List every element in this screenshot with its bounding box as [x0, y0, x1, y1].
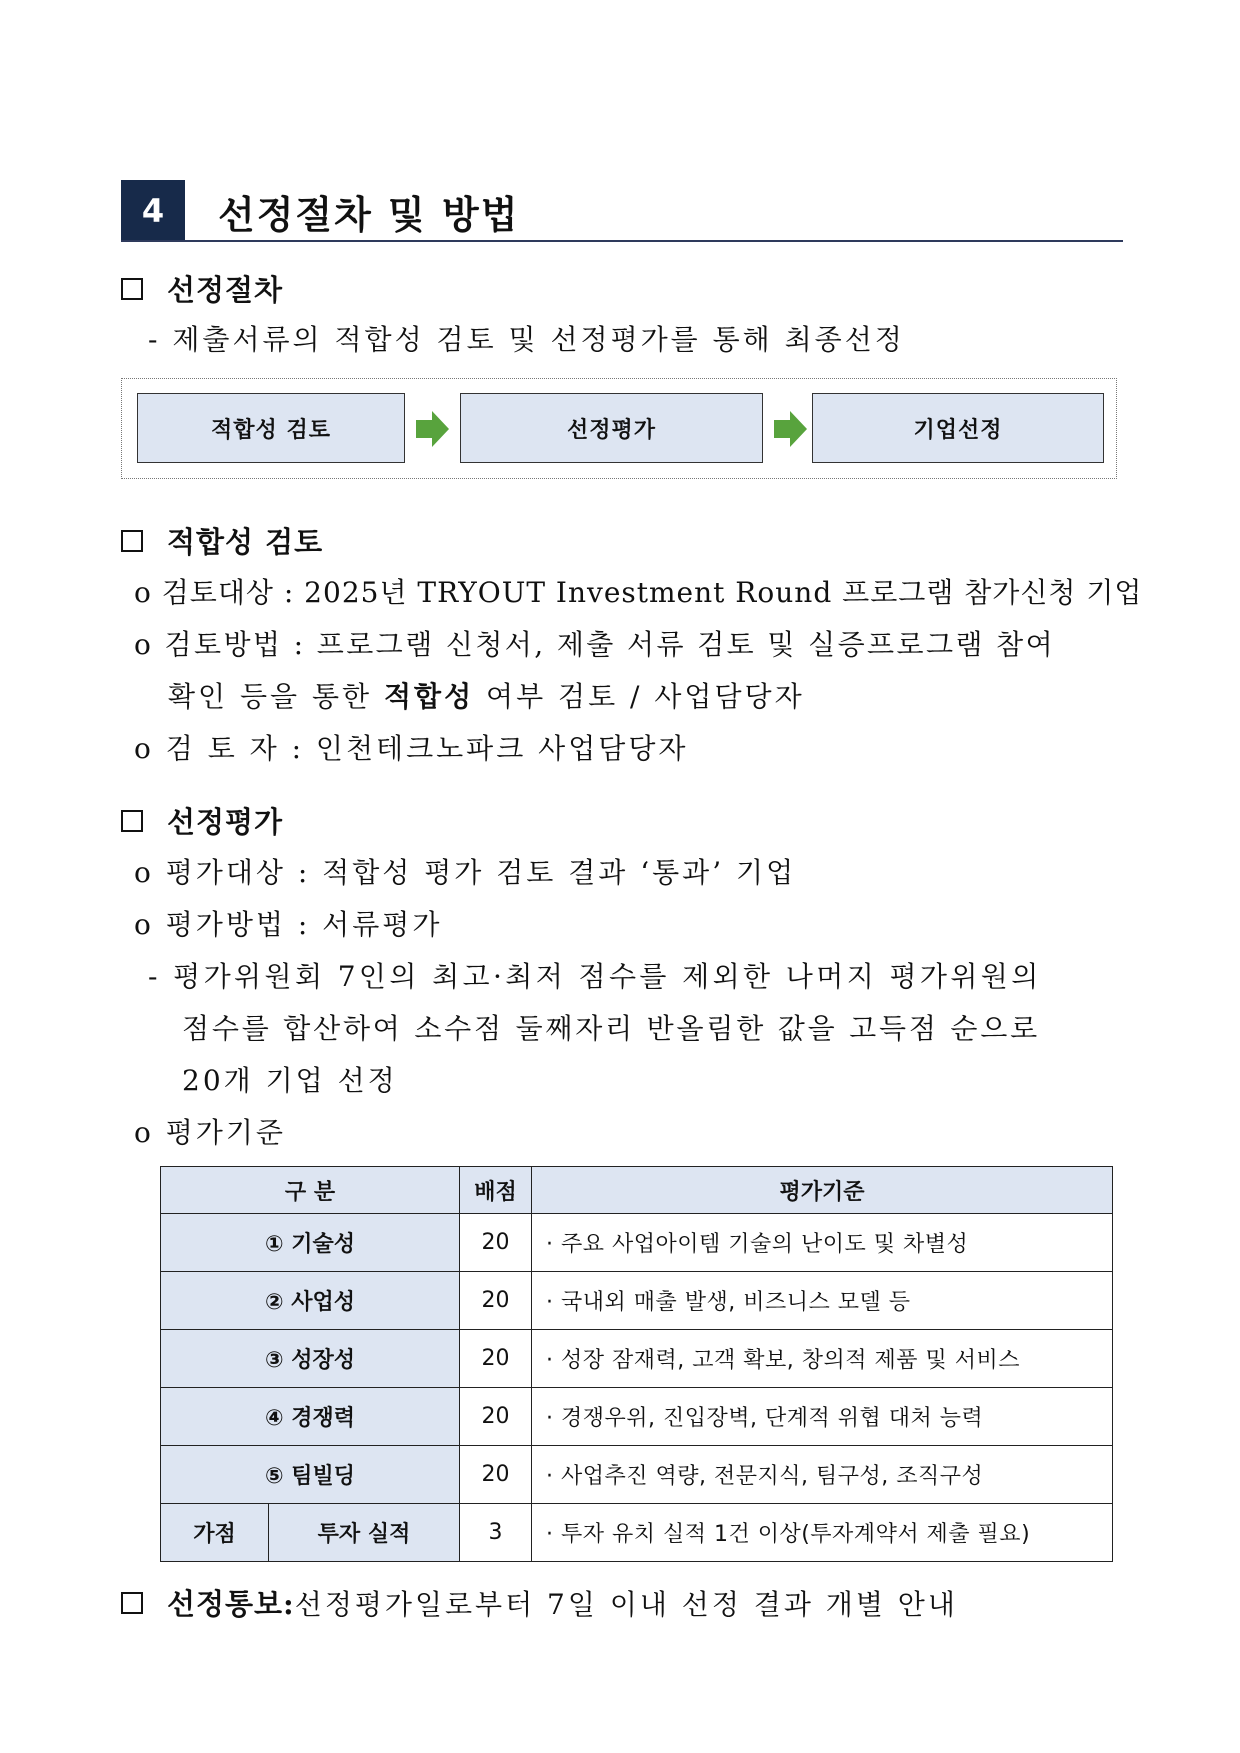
- row-points: 20: [460, 1272, 532, 1330]
- notice-label: 선정통보:: [167, 1587, 295, 1621]
- review-method-emphasis: 적합성: [384, 680, 475, 713]
- procedure-heading-text: 선정절차: [167, 273, 284, 307]
- bonus-group: 가점: [161, 1504, 269, 1562]
- row-category: ① 기술성: [161, 1214, 460, 1272]
- checkbox-square-icon: [121, 278, 143, 300]
- row-category: ② 사업성: [161, 1272, 460, 1330]
- table-header-row: [161, 1167, 1113, 1214]
- evaluation-detail-line2: 점수를 합산하여 소수점 둘째자리 반올림한 값을 고득점 순으로: [182, 1012, 1040, 1045]
- notice-text: 선정평가일로부터 7일 이내 선정 결과 개별 안내: [294, 1587, 958, 1621]
- review-method-text: 여부 검토 / 사업담당자: [474, 680, 805, 713]
- checkbox-square-icon: [121, 1592, 143, 1614]
- row-criteria: · 성장 잠재력, 고객 확보, 창의적 제품 및 서비스: [532, 1330, 1113, 1388]
- notice-line: [121, 1582, 958, 1623]
- row-criteria: · 주요 사업아이템 기술의 난이도 및 차별성: [532, 1214, 1113, 1272]
- flow-step-review: 적합성 검토: [137, 393, 405, 463]
- arrow-right-icon: [416, 409, 450, 449]
- review-heading: [121, 520, 323, 561]
- review-method-line1: o 검토방법 : 프로그램 신청서, 제출 서류 검토 및 실증프로그램 참여: [134, 628, 1056, 661]
- row-criteria: · 사업추진 역량, 전문지식, 팀구성, 조직구성: [532, 1446, 1113, 1504]
- checkbox-square-icon: [121, 810, 143, 832]
- section-number: 4: [121, 180, 185, 242]
- row-category: ⑤ 팀빌딩: [161, 1446, 460, 1504]
- evaluation-heading-text: 선정평가: [167, 805, 284, 839]
- row-category: ③ 성장성: [161, 1330, 460, 1388]
- header-points: 배점: [460, 1167, 532, 1214]
- row-category: ④ 경쟁력: [161, 1388, 460, 1446]
- row-points: 20: [460, 1214, 532, 1272]
- evaluation-criteria-table: [160, 1166, 1113, 1562]
- evaluation-detail-line1: - 평가위원회 7인의 최고·최저 점수를 제외한 나머지 평가위원의: [148, 960, 1042, 993]
- evaluation-method: o 평가방법 : 서류평가: [134, 908, 443, 941]
- table-row: [161, 1272, 1113, 1330]
- bonus-points: 3: [460, 1504, 532, 1562]
- table-row: [161, 1330, 1113, 1388]
- review-method-text: 확인 등을 통한: [168, 680, 384, 713]
- table-row: [161, 1388, 1113, 1446]
- procedure-heading: [121, 268, 283, 309]
- row-points: 20: [460, 1446, 532, 1504]
- bonus-criteria: · 투자 유치 실적 1건 이상(투자계약서 제출 필요): [532, 1504, 1113, 1562]
- evaluation-criteria-label: o 평가기준: [134, 1116, 286, 1149]
- header-category: 구 분: [161, 1167, 460, 1214]
- procedure-description: - 제출서류의 적합성 검토 및 선정평가를 통해 최종선정: [148, 323, 905, 356]
- review-heading-text: 적합성 검토: [167, 525, 324, 559]
- reviewer: o 검 토 자 : 인천테크노파크 사업담당자: [134, 732, 689, 765]
- table-row: [161, 1214, 1113, 1272]
- row-points: 20: [460, 1388, 532, 1446]
- bonus-category: 투자 실적: [269, 1504, 460, 1562]
- flow-step-selection: 기업선정: [812, 393, 1104, 463]
- evaluation-target: o 평가대상 : 적합성 평가 검토 결과 ‘통과’ 기업: [134, 856, 797, 889]
- process-flow: [121, 378, 1117, 479]
- table-row-bonus: [161, 1504, 1113, 1562]
- review-method-line2: [168, 675, 805, 715]
- arrow-right-icon: [774, 409, 808, 449]
- flow-step-evaluation: 선정평가: [460, 393, 763, 463]
- evaluation-detail-line3: 20개 기업 선정: [182, 1064, 398, 1097]
- row-criteria: · 국내외 매출 발생, 비즈니스 모델 등: [532, 1272, 1113, 1330]
- section-title: 선정절차 및 방법: [218, 193, 520, 237]
- table-row: [161, 1446, 1113, 1504]
- review-target: o 검토대상 : 2025년 TRYOUT Investment Round 프로그램 참가신청 기업: [134, 576, 1143, 609]
- evaluation-heading: [121, 800, 283, 841]
- checkbox-square-icon: [121, 530, 143, 552]
- row-criteria: · 경쟁우위, 진입장벽, 단계적 위협 대처 능력: [532, 1388, 1113, 1446]
- header-criteria: 평가기준: [532, 1167, 1113, 1214]
- row-points: 20: [460, 1330, 532, 1388]
- section-divider: [121, 240, 1123, 242]
